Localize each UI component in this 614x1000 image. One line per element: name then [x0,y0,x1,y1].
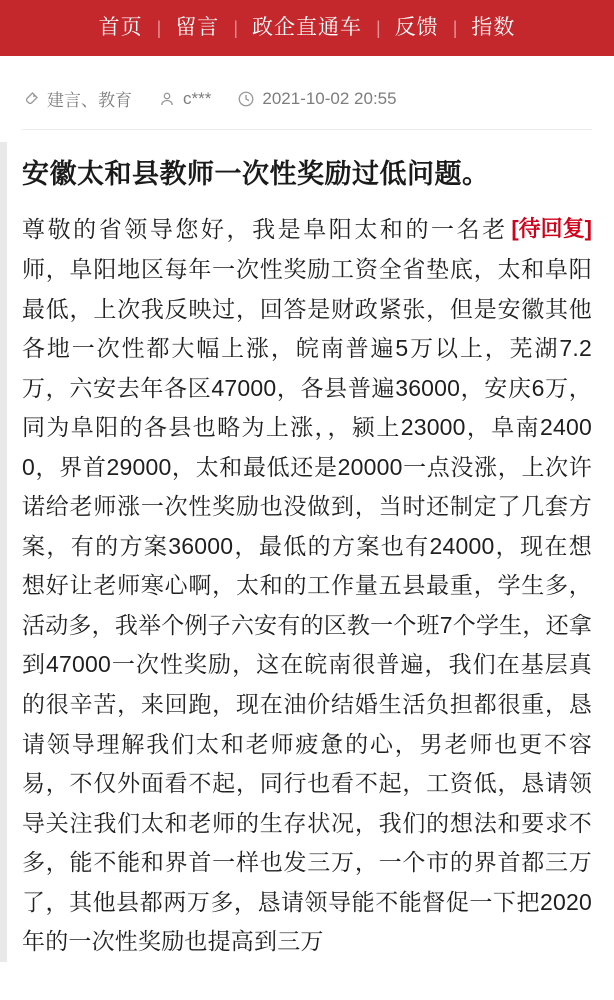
top-navigation-bar [0,0,614,56]
nav-item-feedback[interactable]: 反馈 [394,16,439,39]
user-icon [158,90,176,108]
status-badge: [待回复] [511,216,592,242]
article-body-wrapper [22,210,592,961]
meta-author [158,89,211,109]
nav-separator: | [452,18,458,38]
meta-time [237,89,396,109]
meta-author-label: c*** [183,88,212,108]
article-body: 尊敬的省领导您好，我是阜阳太和的一名老师，阜阳地区每年一次性奖励工资全省垫底，太和阜阳最低，上次我反映过，回答是财政紧张，但是安徽其他各地一次性都大幅上涨，皖南普遍5万以上，芜湖7.2万，六安去年各区47000，各县普遍36000，安庆6万，同为阜阳的各县也略为上涨，，颍上23000，阜南24000，界首29000，太和最低还是20000一点没涨，上次许诺给老师涨一次性奖励也没做到，当时还制定了几套方案，有的方案36000，最低的方案也有24000，现在想想好让老师寒心啊，太和的工作量五县最重，学生多，活动多，我举个例子六安有的区教一个班7个学生，还拿到47000一次性奖励，这在皖南很普遍，我们在基层真的很辛苦，来回跑，现在油价结婚生活负担都很重，恳请领导理解我们太和老师疲惫的心，男老师也更不容易，不仅外面看不起，同行也看不起，工资低，恳请领导关注我们太和老师的生存状况，我们的想法和要求不多，能不能和界首一样也发三万，一个市的界首都三万了，其他县都两万多，恳请领导能不能督促一下把2020年的一次性奖励也提高到三万 [22,216,592,955]
meta-time-label: 2021-10-02 20:55 [262,88,397,108]
nav-item-express[interactable]: 政企直通车 [252,16,362,39]
clock-icon [237,90,255,108]
nav-separator: | [233,18,238,38]
page-title: 安徽太和县教师一次性奖励过低问题。 [22,159,490,189]
tag-icon [22,90,40,108]
nav-separator: | [156,18,162,38]
meta-category[interactable] [22,86,132,111]
meta-category-label: 建言、教育 [47,91,132,110]
nav-item-message[interactable]: 留言 [175,16,220,39]
nav-item-home[interactable]: 首页 [98,16,143,39]
article-meta [22,86,592,111]
meta-divider [22,129,592,130]
nav-item-index[interactable]: 指数 [471,16,516,39]
page-left-rail [0,142,7,962]
article-page [0,86,614,962]
nav-separator: | [376,18,381,38]
